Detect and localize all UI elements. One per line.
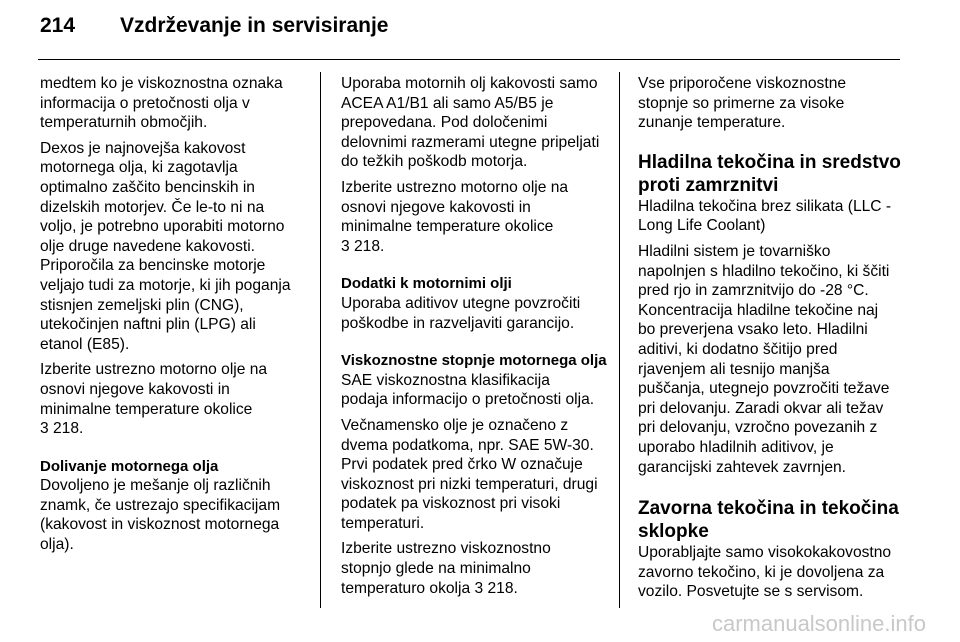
text-line: Uporaba aditivov utegne povzročiti <box>341 294 581 312</box>
paragraph <box>40 476 308 554</box>
text-line: zavorno tekočino, ki je dovoljena za <box>638 563 885 581</box>
text-line: Izberite ustrezno motorno olje na <box>341 178 569 196</box>
text-line: sklopke <box>638 521 709 543</box>
text-line: Uporabljajte samo visokokakovostno <box>638 544 892 562</box>
paragraph <box>638 197 910 236</box>
watermark: carmanualsonline.info <box>711 611 926 636</box>
section-heading <box>638 151 910 197</box>
text-line: Izberite ustrezno viskoznostno <box>341 540 551 558</box>
paragraph <box>638 74 910 133</box>
text-line: Zavorna tekočina in tekočina <box>638 498 899 520</box>
text-line: minimalne temperature okolice <box>40 400 253 418</box>
text-line: Izberite ustrezno motorno olje na <box>40 361 268 379</box>
paragraph <box>638 242 910 477</box>
text-line: garancijski zahtevek zavrnjen. <box>638 458 847 476</box>
text-line: pred rjo in zamrznitvijo do -28 °C. <box>638 282 869 300</box>
text-line: Hladilna tekočina in sredstvo <box>638 151 901 173</box>
paragraph <box>341 416 609 534</box>
text-line: osnovi njegove kakovosti in <box>341 198 531 216</box>
text-line: Long Life Coolant) <box>638 217 766 235</box>
text-line: bo preverjena vsako leto. Hladilni <box>638 321 868 339</box>
text-line: motornega olja, ki zagotavlja <box>40 159 238 177</box>
paragraph <box>638 543 910 602</box>
text-line: pri delovanju. Zaradi okvar ali težav <box>638 399 884 417</box>
text-line: dvema podatkoma, npr. SAE 5W-30. <box>341 436 594 454</box>
paragraph <box>40 360 308 438</box>
text-line: stopnjo glede na minimalno <box>341 560 531 578</box>
text-line: SAE viskoznostna klasifikacija <box>341 371 550 389</box>
text-line: viskoznost pri nizki temperaturi, drugi <box>341 475 598 493</box>
subheading: Dodatki k motornimi olji <box>341 275 512 293</box>
text-line: aditivi, ki dodatno ščitijo pred <box>638 340 838 358</box>
text-line: informacija o pretočnosti olja v <box>40 94 250 112</box>
paragraph <box>341 371 609 410</box>
text-line: Vse priporočene viskoznostne <box>638 75 847 92</box>
text-line: znamk, če ustrezajo specifikacijam <box>40 496 281 514</box>
text-line: proti zamrznitvi <box>638 174 779 196</box>
text-line: Večnamensko olje je označeno z <box>341 416 569 434</box>
text-line: (kakovost in viskoznost motornega <box>40 516 280 534</box>
text-line: optimalno zaščito bencinskih in <box>40 178 255 196</box>
text-line: prepovedana. Pod določenimi <box>341 114 548 132</box>
text-line: stopnje so primerne za visoke <box>638 94 845 112</box>
text-line: Uporaba motornih olj kakovosti samo <box>341 75 598 92</box>
paragraph <box>341 539 609 598</box>
text-line: podaja informacijo o pretočnosti olja. <box>341 391 595 409</box>
column-divider-2 <box>619 72 620 608</box>
text-line: Priporočila za bencinske motorje <box>40 257 266 275</box>
text-line: do težkih poškodb motorja. <box>341 153 528 171</box>
page-reference[interactable]: 3 218. <box>40 420 84 438</box>
page-reference[interactable]: 3 218. <box>341 237 385 255</box>
text-line: podatek pa viskoznost pri visoki <box>341 495 561 513</box>
paragraph <box>40 139 308 355</box>
text-line: vozilo. Posvetujte se s servisom. <box>638 583 864 601</box>
text-line: dizelskih motorjev. Če le-to ni na <box>40 198 265 216</box>
text-line: utekočinjen naftni plin (LPG) ali <box>40 316 256 334</box>
text-line: ACEA A1/B1 ali samo A5/B5 je <box>341 94 554 112</box>
section-heading <box>638 497 910 543</box>
text-line: etanol (E85). <box>40 335 130 353</box>
text-line: temperaturnih območjih. <box>40 114 208 132</box>
paragraph <box>40 74 308 133</box>
text-line: minimalne temperature okolice <box>341 218 554 236</box>
text-line: veljajo tudi za motorje, ki jih poganja <box>40 276 291 294</box>
text-line: osnovi njegove kakovosti in <box>40 380 230 398</box>
page-header <box>40 14 388 38</box>
column-divider-1 <box>320 72 321 608</box>
paragraph <box>341 74 609 172</box>
column-1 <box>40 74 308 561</box>
text-line: Prvi podatek pred črko W označuje <box>341 456 583 474</box>
text-line: puščanja, utegnejo povzročiti težave <box>638 380 890 398</box>
header-rule <box>38 59 900 60</box>
text-line: olja). <box>40 536 74 554</box>
text-line: voljo, je potrebno uporabiti motorno <box>40 218 285 236</box>
text-line: delovnimi razmerami utegne pripeljati <box>341 133 600 151</box>
text-line: medtem ko je viskoznostna oznaka <box>40 75 283 92</box>
text-line: olje druge navedene kakovosti. <box>40 237 255 255</box>
text-line: uporabo hladilnih aditivov, je <box>638 438 834 456</box>
text-line: Dexos je najnovejša kakovost <box>40 139 246 157</box>
text-line: Dovoljeno je mešanje olj različnih <box>40 477 271 495</box>
column-2 <box>341 74 609 604</box>
page-title: Vzdrževanje in servisiranje <box>120 14 389 37</box>
text-line: stisnjen zemeljski plin (CNG), <box>40 296 244 314</box>
text-line: Hladilna tekočina brez silikata (LLC - <box>638 197 892 215</box>
text-line: rjavenjem ali tesnijo manjša <box>638 360 830 378</box>
page-number: 214 <box>40 14 76 37</box>
text-line: napolnjen s hladilno tekočino, ki ščiti <box>638 262 890 280</box>
text-line: zunanje temperature. <box>638 114 786 132</box>
text-line: Koncentracija hladilne tekočine naj <box>638 301 879 319</box>
paragraph <box>341 294 609 333</box>
subheading: Viskoznostne stopnje motornega olja <box>341 352 607 370</box>
text-line: poškodbe in razveljaviti garancijo. <box>341 314 575 332</box>
paragraph <box>341 178 609 256</box>
column-3 <box>638 74 910 608</box>
text-line: temperaturi. <box>341 514 425 532</box>
page-reference-line[interactable]: temperaturo okolja 3 218. <box>341 579 518 597</box>
subheading: Dolivanje motornega olja <box>40 457 219 475</box>
text-line: Hladilni sistem je tovarniško <box>638 242 831 260</box>
text-line: pri delovanju, vzročno povezanih z <box>638 419 878 437</box>
